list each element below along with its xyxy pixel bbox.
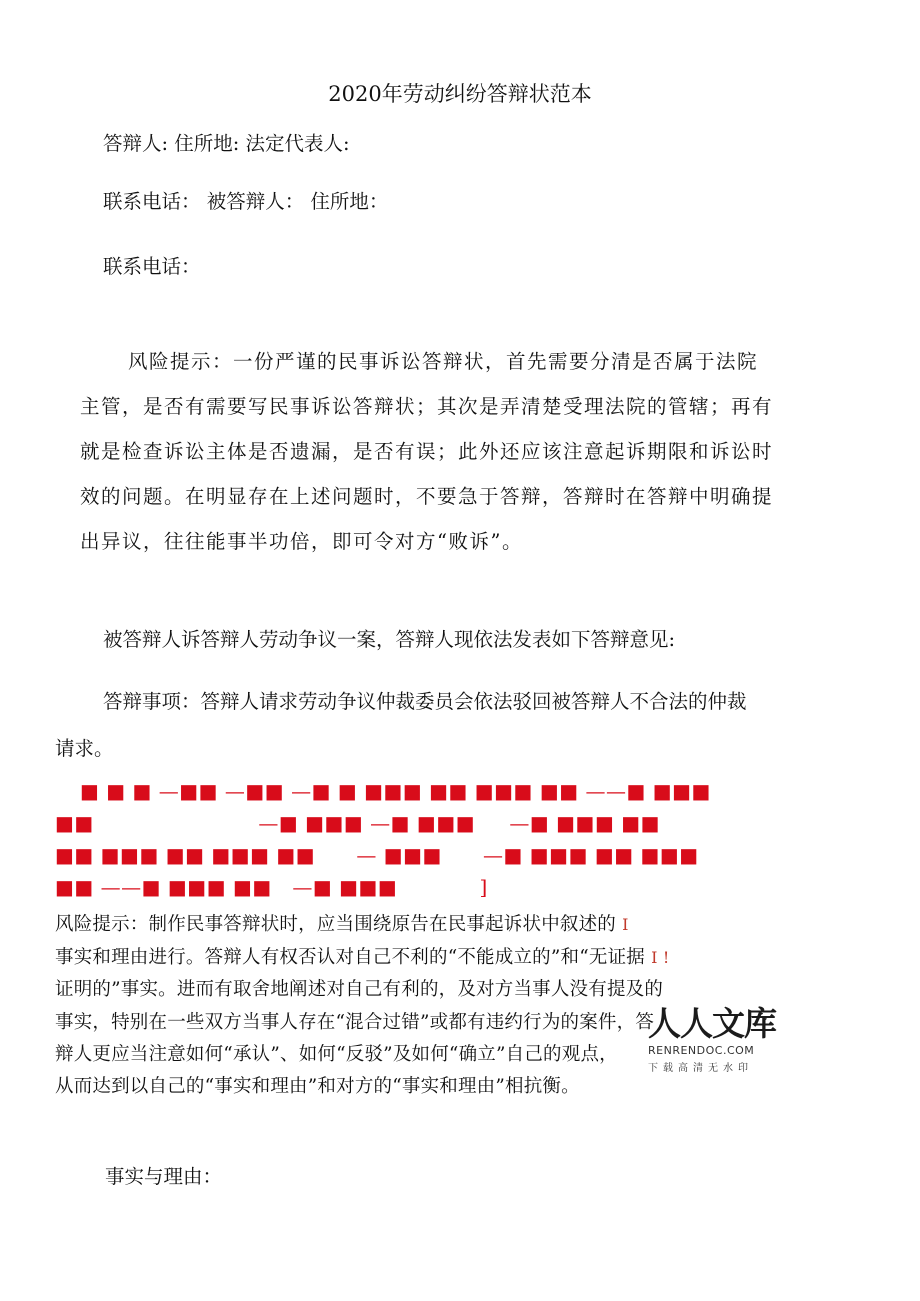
- stray-mark: I !: [651, 948, 670, 967]
- defense-matters-line: 答辩事项：答辩人请求劳动争议仲裁委员会依法驳回被答辩人不合法的仲裁: [103, 690, 747, 713]
- respondent-info-line: 答辩人: 住所地: 法定代表人:: [103, 132, 350, 155]
- risk-tip-2-line: 事实和理由进行。答辩人有权否认对自己不利的“不能成立的”和“无证据 I !: [55, 947, 670, 968]
- redacted-text-line: ■■ —■ ■■■ —■ ■■■ —■ ■■■ ■■: [55, 811, 660, 835]
- redacted-text-line: ■■ ■■■ ■■ ■■■ ■■ — ■■■ —■ ■■■ ■■ ■■■: [55, 843, 699, 867]
- risk-tip-1-line: 出异议，往往能事半功倍，即可令对方“败诉”。: [80, 530, 523, 553]
- defense-matters-line: 请求。: [55, 737, 114, 760]
- risk-tip-1-line: 就是检查诉讼主体是否遗漏，是否有误；此外还应该注意起诉期限和诉讼时: [80, 440, 774, 463]
- risk-tip-2-line: 证明的”事实。进而有取舍地阐述对自己有利的，及对方当事人没有提及的: [55, 979, 664, 1000]
- risk-tip-2-line: 从而达到以自己的“事实和理由”和对方的“事实和理由”相抗衡。: [55, 1076, 580, 1097]
- contact-phone-line: 联系电话：: [103, 255, 201, 278]
- facts-heading: 事实与理由：: [105, 1165, 223, 1188]
- risk-tip-1-line: 主管，是否有需要写民事诉讼答辩状；其次是弄清楚受理法院的管辖；再有: [80, 395, 774, 418]
- watermark-brand: 人人文库: [648, 1004, 776, 1043]
- watermark-slogan: 下载高清无水印: [648, 1063, 753, 1074]
- document-title: 2020年劳动纠纷答辩状范本: [328, 82, 592, 106]
- watermark-logo: [648, 1006, 778, 1074]
- risk-tip-2-line: 辩人更应当注意如何“承认”、如何“反驳”及如何“确立”自己的观点，: [55, 1044, 618, 1065]
- stray-mark: I: [622, 915, 629, 934]
- risk-tip-1-line: 风险提示：一份严谨的民事诉讼答辩状，首先需要分清是否属于法院: [128, 350, 759, 373]
- watermark-url: RENRENDOC.COM: [648, 1044, 755, 1057]
- risk-tip-1-line: 效的问题。在明显存在上述问题时，不要急于答辩，答辩时在答辩中明确提: [80, 485, 774, 508]
- redacted-text-line: ■■ ——■ ■■■ ■■ —■ ■■■ ]: [55, 875, 488, 899]
- redacted-text-line: ■ ■ ■ —■■ —■■ —■ ■ ■■■ ■■ ■■■ ■■ ——■ ■■■: [80, 779, 711, 803]
- contact-claimant-line: 联系电话： 被答辩人： 住所地：: [103, 190, 389, 213]
- risk-tip-2-line: 风险提示：制作民事答辩状时，应当围绕原告在民事起诉状中叙述的 I: [55, 914, 629, 935]
- defense-statement: 被答辩人诉答辩人劳动争议一案，答辩人现依法发表如下答辩意见:: [103, 628, 676, 651]
- risk-tip-2-line: 事实，特别在一些双方当事人存在“混合过错”或都有违约行为的案件，答: [55, 1012, 655, 1033]
